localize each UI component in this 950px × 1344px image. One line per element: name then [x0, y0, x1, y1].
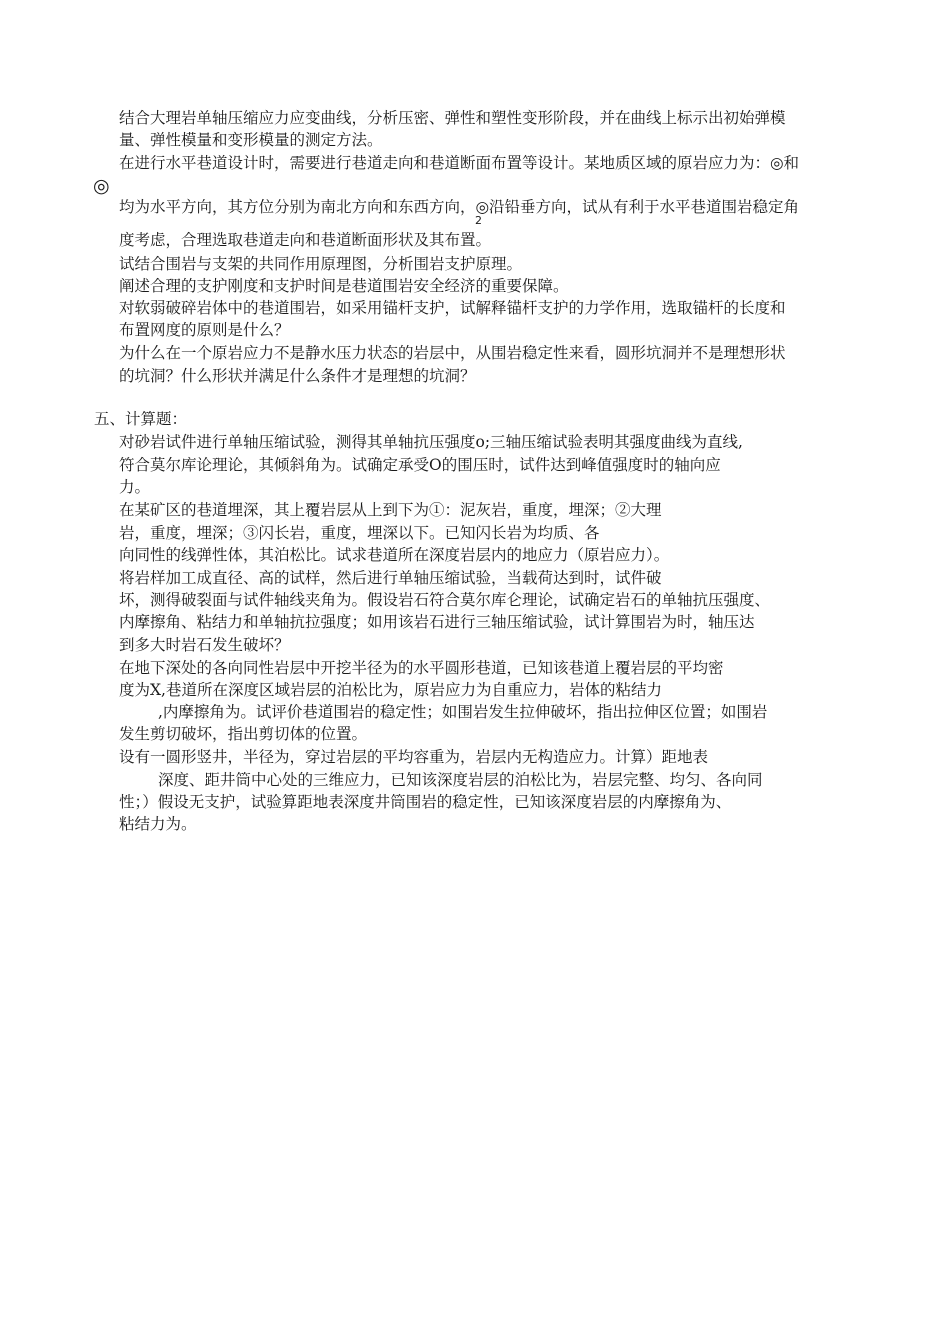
- calc-p4-line4: 发生剪切破坏，指出剪切体的位置。: [119, 725, 368, 743]
- calc-p1-line2: 符合莫尔库论理论，其倾斜角为。试确定承受Ο的围压时，试件达到峰值强度时的轴向应: [119, 456, 721, 474]
- calc-p5-line4: 粘结力为。: [119, 815, 197, 833]
- essay-q4-line1: 阐述合理的支护刚度和支护时间是巷道围岩安全经济的重要保障。: [119, 277, 569, 295]
- sigma-symbol: ◎: [93, 175, 110, 197]
- calc-p4-line3: ,内摩擦角为。试评价巷道围岩的稳定性；如围岩发生拉伸破坏，指出拉伸区位置；如围岩: [158, 703, 768, 721]
- calc-p2-line1: 在某矿区的巷道埋深，其上覆岩层从上到下为①：泥灰岩，重度，埋深；②大理: [119, 501, 662, 519]
- section-heading-calc: 五、计算题：: [94, 410, 188, 428]
- calc-p4-line1: 在地下深处的各向同性岩层中开挖半径为的水平圆形巷道，已知该巷道上覆岩层的平均密: [119, 659, 724, 677]
- essay-q5-line1: 对软弱破碎岩体中的巷道围岩，如采用锚杆支护，试解释锚杆支护的力学作用，选取锚杆的长度和: [119, 299, 786, 317]
- essay-q2-line2: 均为水平方向，其方位分别为南北方向和东西方向，◎沿铅垂方向，试从有利于水平巷道围岩稳定角: [119, 198, 800, 216]
- calc-p3-line3: 内摩擦角、粘结力和单轴抗拉强度；如用该岩石进行三轴压缩试验，试计算围岩为时，轴压达: [119, 613, 755, 631]
- essay-q6-line2: 的坑洞？什么形状并满足什么条件才是理想的坑洞？: [119, 367, 476, 385]
- essay-q2-line1: 在进行水平巷道设计时，需要进行巷道走向和巷道断面布置等设计。某地质区域的原岩应力为：◎和: [119, 154, 800, 172]
- calc-p4-line2: 度为X,巷道所在深度区域岩层的泊松比为，原岩应力为自重应力，岩体的粘结力: [119, 681, 662, 699]
- essay-q3-line1: 试结合围岩与支架的共同作用原理图，分析围岩支护原理。: [119, 255, 523, 273]
- essay-q5-line2: 布置网度的原则是什么？: [119, 321, 290, 339]
- calc-p5-line1: 设有一圆形竖井，半径为，穿过岩层的平均容重为，岩层内无构造应力。计算）距地表: [119, 748, 709, 766]
- calc-p3-line2: 坏，测得破裂面与试件轴线夹角为。假设岩石符合莫尔库仑理论，试确定岩石的单轴抗压强度、: [119, 591, 771, 609]
- calc-p2-line3: 向同性的线弹性体，其泊松比。试求巷道所在深度岩层内的地应力（原岩应力）。: [119, 546, 670, 564]
- calc-p2-line2: 岩，重度，埋深；③闪长岩，重度，埋深以下。已知闪长岩为均质、各: [119, 524, 600, 542]
- essay-q2-line3: 度考虑，合理选取巷道走向和巷道断面形状及其布置。: [119, 231, 492, 249]
- calc-p5-line2: 深度、距井筒中心处的三维应力，已知该深度岩层的泊松比为，岩层完整、均匀、各向同: [158, 771, 763, 789]
- calc-p5-line3: 性；）假设无支护，试验算距地表深度井筒围岩的稳定性，已知该深度岩层的内摩擦角为、: [119, 793, 732, 811]
- calc-p3-line1: 将岩样加工成直径、高的试样，然后进行单轴压缩试验，当载荷达到时，试件破: [119, 569, 662, 587]
- calc-p1-line3: 力。: [119, 478, 151, 496]
- calc-p1-line1: 对砂岩试件进行单轴压缩试验，测得其单轴抗压强度ο;三轴压缩试验表明其强度曲线为直线,: [119, 433, 743, 451]
- calc-p3-line4: 到多大时岩石发生破坏？: [119, 636, 290, 654]
- essay-q1-line2: 量、弹性模量和变形模量的测定方法。: [119, 131, 383, 149]
- essay-q1-line1: 结合大理岩单轴压缩应力应变曲线，分析压密、弹性和塑性变形阶段，并在曲线上标示出初始弹模: [119, 109, 786, 127]
- essay-q6-line1: 为什么在一个原岩应力不是静水压力状态的岩层中，从围岩稳定性来看，圆形坑洞并不是理想形状: [119, 344, 786, 362]
- essay-q2-subscript: 2: [475, 214, 482, 227]
